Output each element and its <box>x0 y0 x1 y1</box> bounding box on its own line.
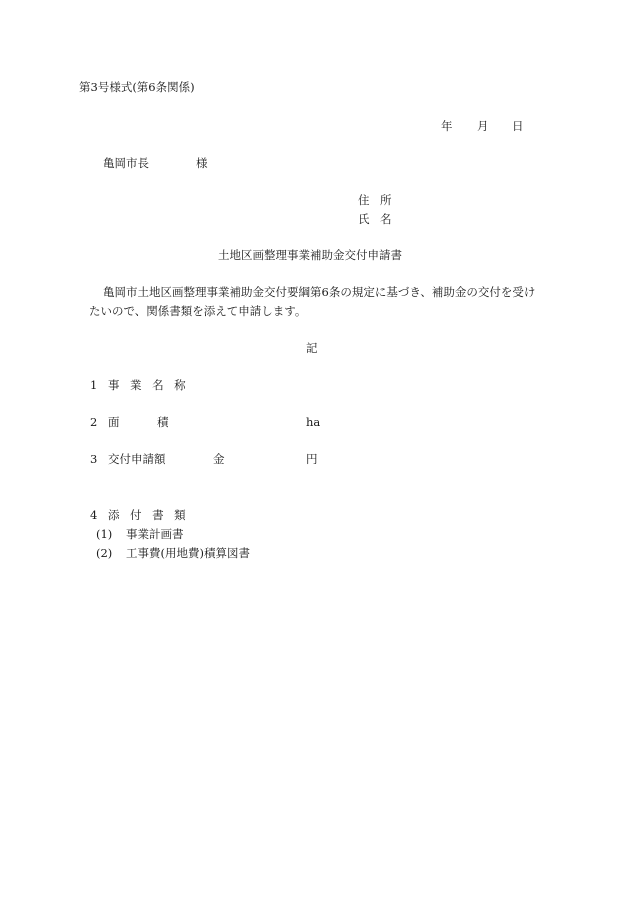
item-4-number: 4 <box>90 508 98 522</box>
record-heading: 記 <box>306 341 318 355</box>
item-1-label: 事 業 名 称 <box>108 378 190 392</box>
document-title: 土地区画整理事業補助金交付申請書 <box>218 248 402 262</box>
applicant-address-label: 住 所 <box>358 193 396 207</box>
form-number: 第3号様式(第6条関係) <box>79 80 195 94</box>
body-text-line-2: たいので、関係書類を添えて申請します。 <box>89 304 307 318</box>
date-day-label: 日 <box>512 119 524 133</box>
item-4-label: 添 付 書 類 <box>108 508 190 522</box>
item-2-unit: ha <box>306 415 321 429</box>
item-2-label-a: 面 <box>108 415 120 429</box>
item-3-unit: 円 <box>306 452 318 466</box>
item-1-number: 1 <box>90 378 98 392</box>
attachment-1-text: 事業計画書 <box>126 527 184 541</box>
item-3-label: 交付申請額 <box>108 452 166 466</box>
attachment-2-text: 工事費(用地費)積算図書 <box>126 546 250 560</box>
addressee-honorific: 様 <box>196 156 208 170</box>
date-month-label: 月 <box>477 119 489 133</box>
attachment-2-number: (2) <box>96 546 113 560</box>
addressee-mayor: 亀岡市長 <box>103 156 149 170</box>
date-year-label: 年 <box>441 119 453 133</box>
item-3-prefix: 金 <box>213 452 225 466</box>
applicant-name-label: 氏 名 <box>358 212 396 226</box>
body-text-line-1: 亀岡市土地区画整理事業補助金交付要綱第6条の規定に基づき、補助金の交付を受け <box>103 285 536 299</box>
item-2-label-b: 積 <box>157 415 169 429</box>
attachment-1-number: (1) <box>96 527 113 541</box>
item-3-number: 3 <box>90 452 98 466</box>
item-2-number: 2 <box>90 415 98 429</box>
